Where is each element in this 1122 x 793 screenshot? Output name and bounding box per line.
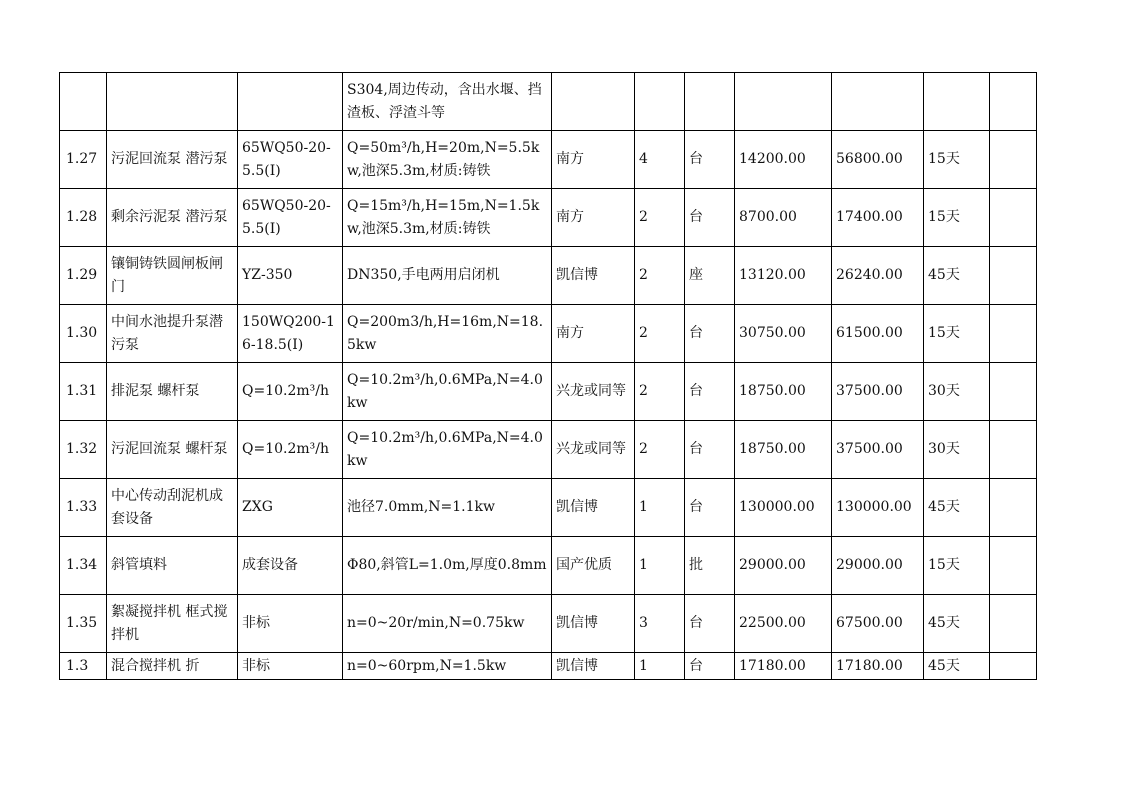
specification-cell [343, 363, 552, 421]
unit-price-cell [735, 537, 832, 595]
unit-price-text: 130000.00 [739, 499, 815, 515]
unit-text: 台 [689, 151, 703, 167]
unit-price-cell [735, 247, 832, 305]
model-text: 65WQ50-20-5.5(I) [242, 197, 331, 237]
equipment-name-cell [107, 73, 238, 131]
unit-price-cell [735, 595, 832, 653]
unit-price-text: 29000.00 [739, 557, 806, 573]
specification-cell [343, 653, 552, 680]
total-price-text: 130000.00 [836, 499, 912, 515]
equipment-name-cell [107, 247, 238, 305]
remarks-cell [990, 247, 1037, 305]
remarks-cell [990, 595, 1037, 653]
quantity-text: 2 [639, 325, 648, 341]
unit-text: 台 [689, 657, 703, 674]
total-price-text: 17180.00 [836, 657, 903, 674]
manufacturer-text: 南方 [556, 209, 584, 225]
quantity-cell [635, 73, 685, 131]
quantity-cell [635, 305, 685, 363]
specification-text: Q=15m³/h,H=15m,N=1.5kw,池深5.3m,材质:铸铁 [347, 197, 540, 237]
manufacturer-text: 南方 [556, 325, 584, 341]
delivery-time-cell [924, 479, 990, 537]
quantity-text: 2 [639, 267, 648, 283]
item-number-cell [60, 479, 107, 537]
unit-price-cell [735, 421, 832, 479]
delivery-time-text: 15天 [928, 209, 960, 225]
unit-price-text: 22500.00 [739, 615, 806, 631]
model-cell [238, 189, 343, 247]
unit-price-text: 18750.00 [739, 441, 806, 457]
unit-price-cell [735, 131, 832, 189]
table-row [60, 247, 1037, 305]
table-row [60, 73, 1037, 131]
remarks-cell [990, 305, 1037, 363]
item-number-text: 1.33 [66, 499, 98, 515]
item-number-cell [60, 537, 107, 595]
quantity-cell [635, 479, 685, 537]
specification-cell [343, 131, 552, 189]
unit-cell [685, 247, 735, 305]
manufacturer-text: 凯信博 [556, 657, 598, 674]
unit-cell [685, 479, 735, 537]
quantity-cell [635, 537, 685, 595]
total-price-cell [832, 305, 924, 363]
model-text: 非标 [242, 615, 270, 631]
item-number-cell [60, 305, 107, 363]
equipment-name-text: 混合搅拌机 折 [111, 657, 200, 674]
equipment-name-cell [107, 595, 238, 653]
specification-text: n=0~20r/min,N=0.75kw [347, 615, 525, 631]
specification-text: DN350,手电两用启闭机 [347, 267, 500, 283]
unit-price-cell [735, 479, 832, 537]
unit-cell [685, 73, 735, 131]
model-text: ZXG [242, 499, 273, 515]
item-number-cell [60, 595, 107, 653]
delivery-time-text: 15天 [928, 151, 960, 167]
quantity-cell [635, 247, 685, 305]
unit-text: 台 [689, 325, 703, 341]
delivery-time-cell [924, 247, 990, 305]
manufacturer-text: 南方 [556, 151, 584, 167]
total-price-text: 37500.00 [836, 383, 903, 399]
unit-cell [685, 653, 735, 680]
quantity-text: 2 [639, 441, 648, 457]
unit-price-cell [735, 189, 832, 247]
specification-text: S304,周边传动，含出水堰、挡渣板、浮渣斗等 [347, 81, 542, 121]
delivery-time-cell [924, 131, 990, 189]
item-number-cell [60, 73, 107, 131]
table-row [60, 189, 1037, 247]
total-price-text: 37500.00 [836, 441, 903, 457]
specification-text: 池径7.0mm,N=1.1kw [347, 499, 495, 515]
unit-price-text: 14200.00 [739, 151, 806, 167]
delivery-time-text: 45天 [928, 499, 960, 515]
table-row [60, 305, 1037, 363]
item-number-cell [60, 421, 107, 479]
delivery-time-cell [924, 653, 990, 680]
quantity-cell [635, 653, 685, 680]
specification-cell [343, 305, 552, 363]
quantity-cell [635, 189, 685, 247]
table-row [60, 479, 1037, 537]
manufacturer-text: 国产优质 [556, 557, 612, 573]
equipment-name-text: 斜管填料 [111, 557, 167, 573]
model-cell [238, 131, 343, 189]
manufacturer-text: 凯信博 [556, 267, 598, 283]
remarks-cell [990, 189, 1037, 247]
item-number-text: 1.27 [66, 151, 98, 167]
manufacturer-cell [552, 189, 635, 247]
equipment-name-text: 污泥回流泵 潜污泵 [111, 151, 228, 167]
delivery-time-text: 45天 [928, 657, 960, 674]
specification-text: Q=50m³/h,H=20m,N=5.5kw,池深5.3m,材质:铸铁 [347, 139, 540, 179]
delivery-time-cell [924, 537, 990, 595]
unit-cell [685, 421, 735, 479]
specification-text: Φ80,斜管L=1.0m,厚度0.8mm [347, 557, 547, 573]
manufacturer-cell [552, 479, 635, 537]
remarks-cell [990, 537, 1037, 595]
delivery-time-text: 15天 [928, 325, 960, 341]
unit-cell [685, 305, 735, 363]
total-price-cell [832, 479, 924, 537]
table-row [60, 595, 1037, 653]
unit-cell [685, 189, 735, 247]
quantity-text: 2 [639, 209, 648, 225]
remarks-cell [990, 479, 1037, 537]
model-cell [238, 305, 343, 363]
equipment-name-cell [107, 131, 238, 189]
quantity-text: 1 [639, 657, 648, 674]
delivery-time-cell [924, 421, 990, 479]
total-price-cell [832, 537, 924, 595]
total-price-text: 17400.00 [836, 209, 903, 225]
total-price-text: 61500.00 [836, 325, 903, 341]
total-price-cell [832, 595, 924, 653]
model-cell [238, 537, 343, 595]
item-number-cell [60, 363, 107, 421]
total-price-text: 26240.00 [836, 267, 903, 283]
specification-cell [343, 189, 552, 247]
delivery-time-text: 45天 [928, 615, 960, 631]
item-number-text: 1.3 [66, 657, 89, 674]
delivery-time-text: 15天 [928, 557, 960, 573]
item-number-cell [60, 189, 107, 247]
unit-price-cell [735, 653, 832, 680]
table-row [60, 421, 1037, 479]
unit-text: 台 [689, 383, 703, 399]
manufacturer-text: 凯信博 [556, 499, 598, 515]
specification-cell [343, 247, 552, 305]
remarks-cell [990, 363, 1037, 421]
item-number-text: 1.30 [66, 325, 98, 341]
equipment-name-cell [107, 653, 238, 680]
total-price-cell [832, 189, 924, 247]
manufacturer-cell [552, 653, 635, 680]
equipment-table [59, 72, 1037, 680]
equipment-name-text: 剩余污泥泵 潜污泵 [111, 209, 228, 225]
unit-text: 台 [689, 209, 703, 225]
total-price-text: 29000.00 [836, 557, 903, 573]
item-number-text: 1.29 [66, 267, 98, 283]
remarks-cell [990, 73, 1037, 131]
unit-price-cell [735, 363, 832, 421]
equipment-name-text: 中心传动刮泥机成套设备 [111, 487, 223, 527]
unit-text: 批 [689, 557, 703, 573]
model-cell [238, 421, 343, 479]
manufacturer-text: 兴龙或同等 [556, 383, 626, 399]
equipment-name-text: 中间水池提升泵潜污泵 [111, 313, 223, 353]
item-number-text: 1.28 [66, 209, 98, 225]
item-number-text: 1.35 [66, 615, 98, 631]
quantity-text: 2 [639, 383, 648, 399]
quantity-text: 4 [639, 151, 648, 167]
model-cell [238, 73, 343, 131]
manufacturer-cell [552, 131, 635, 189]
manufacturer-cell [552, 247, 635, 305]
equipment-name-text: 污泥回流泵 螺杆泵 [111, 441, 228, 457]
model-text: 150WQ200-16-18.5(I) [242, 313, 335, 353]
total-price-cell [832, 247, 924, 305]
total-price-cell [832, 363, 924, 421]
specification-text: n=0~60rpm,N=1.5kw [347, 657, 507, 674]
total-price-cell [832, 653, 924, 680]
manufacturer-cell [552, 73, 635, 131]
delivery-time-cell [924, 305, 990, 363]
unit-price-text: 13120.00 [739, 267, 806, 283]
equipment-name-cell [107, 421, 238, 479]
total-price-cell [832, 73, 924, 131]
specification-text: Q=200m3/h,H=16m,N=18.5kw [347, 313, 544, 353]
model-cell [238, 479, 343, 537]
delivery-time-cell [924, 595, 990, 653]
unit-cell [685, 595, 735, 653]
item-number-cell [60, 653, 107, 680]
remarks-cell [990, 421, 1037, 479]
specification-cell [343, 537, 552, 595]
specification-cell [343, 479, 552, 537]
model-text: YZ-350 [242, 267, 293, 283]
total-price-cell [832, 131, 924, 189]
unit-price-text: 18750.00 [739, 383, 806, 399]
quantity-cell [635, 421, 685, 479]
quantity-text: 1 [639, 499, 648, 515]
unit-text: 台 [689, 615, 703, 631]
quantity-cell [635, 131, 685, 189]
delivery-time-text: 45天 [928, 267, 960, 283]
table-row [60, 653, 1037, 680]
equipment-name-text: 排泥泵 螺杆泵 [111, 383, 200, 399]
unit-price-cell [735, 73, 832, 131]
model-cell [238, 653, 343, 680]
unit-text: 座 [689, 267, 703, 283]
manufacturer-cell [552, 305, 635, 363]
equipment-name-cell [107, 305, 238, 363]
equipment-name-cell [107, 363, 238, 421]
total-price-text: 67500.00 [836, 615, 903, 631]
unit-price-text: 30750.00 [739, 325, 806, 341]
item-number-text: 1.32 [66, 441, 98, 457]
item-number-text: 1.34 [66, 557, 98, 573]
total-price-cell [832, 421, 924, 479]
manufacturer-cell [552, 421, 635, 479]
model-cell [238, 247, 343, 305]
quantity-cell [635, 363, 685, 421]
equipment-name-cell [107, 537, 238, 595]
unit-cell [685, 131, 735, 189]
equipment-name-text: 镶铜铸铁圆闸板闸门 [111, 255, 223, 295]
equipment-name-cell [107, 189, 238, 247]
total-price-text: 56800.00 [836, 151, 903, 167]
model-cell [238, 595, 343, 653]
manufacturer-text: 兴龙或同等 [556, 441, 626, 457]
manufacturer-text: 凯信博 [556, 615, 598, 631]
table-row [60, 537, 1037, 595]
unit-cell [685, 363, 735, 421]
table-row [60, 131, 1037, 189]
unit-price-text: 17180.00 [739, 657, 806, 674]
delivery-time-cell [924, 189, 990, 247]
unit-price-cell [735, 305, 832, 363]
delivery-time-text: 30天 [928, 383, 960, 399]
unit-text: 台 [689, 499, 703, 515]
model-cell [238, 363, 343, 421]
specification-cell [343, 73, 552, 131]
quantity-text: 1 [639, 557, 648, 573]
model-text: 非标 [242, 657, 270, 674]
equipment-name-text: 絮凝搅拌机 框式搅拌机 [111, 603, 228, 643]
manufacturer-cell [552, 537, 635, 595]
table-row [60, 363, 1037, 421]
item-number-cell [60, 247, 107, 305]
delivery-time-cell [924, 73, 990, 131]
unit-text: 台 [689, 441, 703, 457]
unit-price-text: 8700.00 [739, 209, 797, 225]
quantity-cell [635, 595, 685, 653]
specification-text: Q=10.2m³/h,0.6MPa,N=4.0kw [347, 429, 543, 469]
unit-cell [685, 537, 735, 595]
model-text: 成套设备 [242, 557, 298, 573]
model-text: Q=10.2m³/h [242, 441, 330, 457]
quantity-text: 3 [639, 615, 648, 631]
remarks-cell [990, 653, 1037, 680]
delivery-time-cell [924, 363, 990, 421]
equipment-name-cell [107, 479, 238, 537]
model-text: Q=10.2m³/h [242, 383, 330, 399]
item-number-cell [60, 131, 107, 189]
manufacturer-cell [552, 363, 635, 421]
remarks-cell [990, 131, 1037, 189]
manufacturer-cell [552, 595, 635, 653]
model-text: 65WQ50-20-5.5(I) [242, 139, 331, 179]
delivery-time-text: 30天 [928, 441, 960, 457]
item-number-text: 1.31 [66, 383, 98, 399]
specification-cell [343, 421, 552, 479]
specification-cell [343, 595, 552, 653]
specification-text: Q=10.2m³/h,0.6MPa,N=4.0kw [347, 371, 543, 411]
